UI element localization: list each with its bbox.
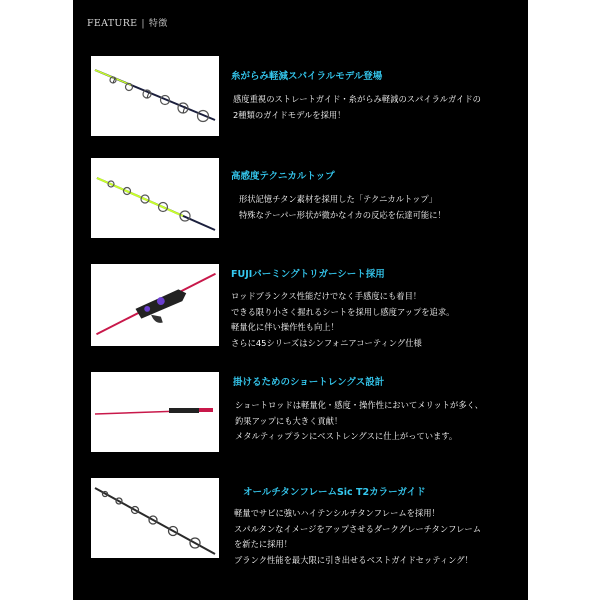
feature-title: 掛けるためのショートレングス設計 <box>233 377 385 388</box>
feature-line: 特殊なテーパー形状が微かなイカの反応を伝達可能に！ <box>239 209 446 220</box>
feature-line: 形状記憶チタン素材を採用した「テクニカルトップ」 <box>239 194 437 204</box>
feature-body <box>234 506 481 568</box>
feature-line: 釣果アップにも大きく貢献！ <box>235 415 343 426</box>
header-title-en: FEATURE <box>87 18 138 29</box>
feature-body <box>233 92 481 123</box>
header-title-jp: 特徴 <box>148 19 168 29</box>
trigger-seat-rod-image <box>91 264 219 346</box>
feature-line: 軽量化に伴い操作性も向上！ <box>231 322 339 332</box>
feature-body <box>231 289 454 351</box>
feature-line: さらに45シリーズはシンフォニアコーティング仕様 <box>231 337 422 348</box>
feature-titanium-guide <box>91 478 521 578</box>
header-separator: | <box>141 18 145 29</box>
spiral-guide-rod-image <box>91 56 219 136</box>
feature-title: 高感度テクニカルトップ <box>231 171 335 182</box>
technical-top-rod-image <box>91 158 219 238</box>
feature-line: できる限り小さく握れるシートを採用し感度アップを追求。 <box>231 306 455 317</box>
feature-line: スパルタンなイメージをアップさせるダークグレーチタンフレーム <box>234 523 482 534</box>
feature-line: 2種類のガイドモデルを採用！ <box>233 109 346 120</box>
feature-line: メタルティップランにベストレングスに仕上がっています。 <box>235 431 458 441</box>
short-rod-image <box>91 372 219 452</box>
section-header <box>87 16 168 29</box>
feature-line: ロッドブランクス性能だけでなく手感度にも着目！ <box>231 291 422 301</box>
feature-spiral-guide <box>91 56 521 146</box>
titanium-guide-rod-image <box>91 478 219 558</box>
feature-line: ショートロッドは軽量化・感度・操作性においてメリットが多く、 <box>235 400 484 410</box>
feature-short-length <box>91 372 521 458</box>
feature-line: を新たに採用！ <box>234 539 293 549</box>
feature-line: 感度重視のストレートガイド・糸がらみ軽減のスパイラルガイドの <box>233 94 481 104</box>
feature-trigger-seat <box>91 264 521 352</box>
feature-technical-top <box>91 158 521 240</box>
feature-title: 糸がらみ軽減スパイラルモデル登場 <box>231 71 383 82</box>
feature-line: 軽量でサビに強いハイテンシルチタンフレームを採用！ <box>234 508 440 518</box>
feature-title: FUJIパーミングトリガーシート採用 <box>231 269 385 280</box>
feature-page <box>73 0 528 600</box>
feature-body <box>235 398 483 445</box>
feature-line: ブランク性能を最大限に引き出せるベストガイドセッティング！ <box>234 554 473 565</box>
feature-body <box>239 192 446 223</box>
feature-title: オールチタンフレームSic T2カラーガイド <box>243 487 426 498</box>
